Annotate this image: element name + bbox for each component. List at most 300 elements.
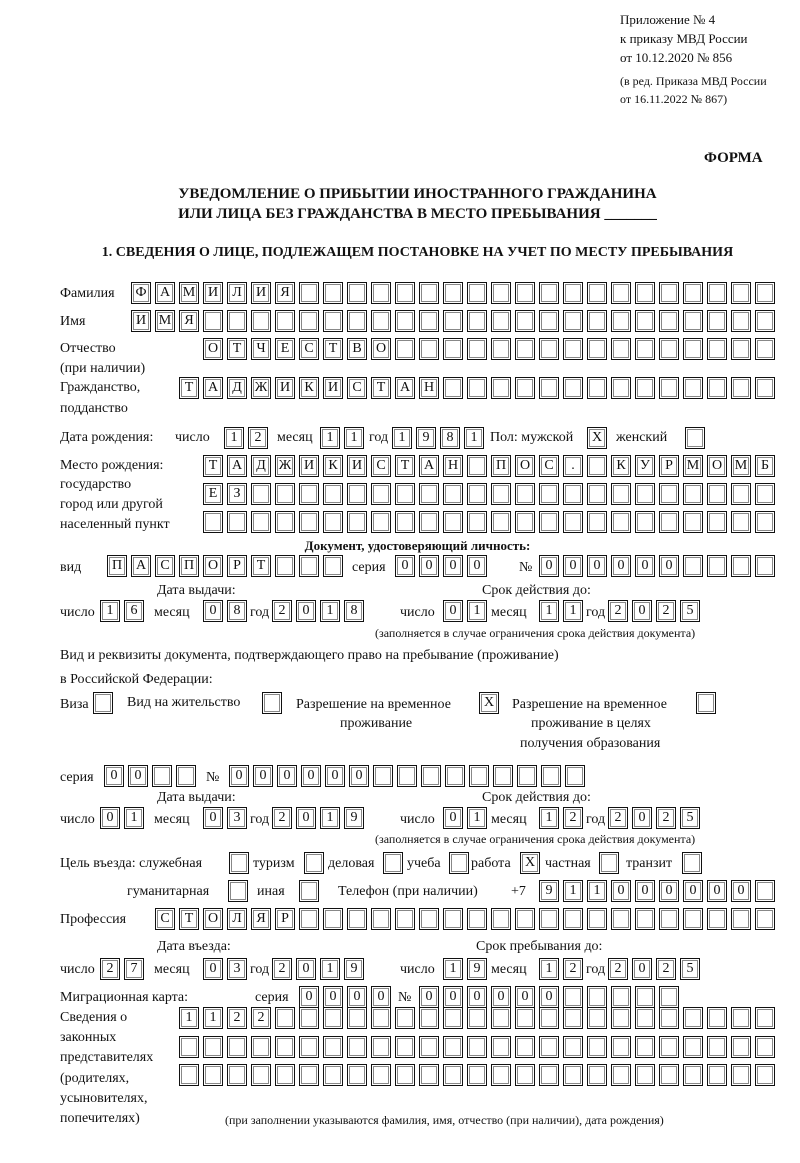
char-box[interactable] xyxy=(491,908,511,930)
char-box[interactable]: Н xyxy=(443,455,463,477)
char-box[interactable]: 0 xyxy=(611,555,631,577)
char-box[interactable]: 9 xyxy=(344,958,364,980)
char-box[interactable] xyxy=(635,908,655,930)
char-box[interactable] xyxy=(563,338,583,360)
char-box[interactable] xyxy=(635,483,655,505)
char-box[interactable] xyxy=(251,511,271,533)
char-box[interactable]: 0 xyxy=(323,986,343,1008)
char-box[interactable]: Р xyxy=(659,455,679,477)
char-box[interactable]: 0 xyxy=(443,600,463,622)
char-box[interactable] xyxy=(539,377,559,399)
char-box[interactable]: 0 xyxy=(683,880,703,902)
char-box[interactable]: 0 xyxy=(371,986,391,1008)
char-box[interactable]: А xyxy=(155,282,175,304)
char-box[interactable] xyxy=(707,511,727,533)
char-box[interactable] xyxy=(299,483,319,505)
char-box[interactable]: Я xyxy=(179,310,199,332)
char-box[interactable]: 9 xyxy=(344,807,364,829)
char-box[interactable] xyxy=(227,310,247,332)
char-box[interactable]: 1 xyxy=(443,958,463,980)
char-box[interactable]: 2 xyxy=(227,1007,247,1029)
char-box[interactable] xyxy=(395,1036,415,1058)
char-box[interactable]: 1 xyxy=(320,600,340,622)
char-box[interactable] xyxy=(707,377,727,399)
char-box[interactable] xyxy=(467,908,487,930)
char-box[interactable] xyxy=(611,310,631,332)
char-box[interactable] xyxy=(419,511,439,533)
char-box[interactable]: И xyxy=(347,455,367,477)
char-box[interactable] xyxy=(515,338,535,360)
char-box[interactable] xyxy=(227,1064,247,1086)
char-box[interactable] xyxy=(467,1007,487,1029)
char-box[interactable]: 1 xyxy=(320,427,340,449)
char-box[interactable]: 1 xyxy=(179,1007,199,1029)
char-box[interactable] xyxy=(731,377,751,399)
char-box[interactable] xyxy=(707,282,727,304)
char-box[interactable]: 0 xyxy=(632,958,652,980)
char-box[interactable]: 1 xyxy=(539,807,559,829)
char-box[interactable] xyxy=(563,1007,583,1029)
char-box[interactable]: Ж xyxy=(251,377,271,399)
char-box[interactable] xyxy=(347,483,367,505)
char-box[interactable]: 0 xyxy=(253,765,273,787)
char-box[interactable] xyxy=(731,1007,751,1029)
char-box[interactable] xyxy=(515,310,535,332)
char-box[interactable] xyxy=(299,282,319,304)
char-box[interactable]: 0 xyxy=(443,807,463,829)
char-box[interactable] xyxy=(731,555,751,577)
char-box[interactable] xyxy=(323,1036,343,1058)
char-box[interactable] xyxy=(373,765,393,787)
char-box[interactable]: Т xyxy=(323,338,343,360)
char-box[interactable] xyxy=(203,310,223,332)
char-box[interactable] xyxy=(299,1064,319,1086)
char-box[interactable]: Т xyxy=(203,455,223,477)
char-box[interactable] xyxy=(659,483,679,505)
char-box[interactable]: О xyxy=(203,338,223,360)
char-box[interactable] xyxy=(563,310,583,332)
char-box[interactable]: У xyxy=(635,455,655,477)
char-box[interactable] xyxy=(731,908,751,930)
char-box[interactable] xyxy=(755,880,775,902)
char-box[interactable] xyxy=(203,511,223,533)
char-box[interactable] xyxy=(659,282,679,304)
char-box[interactable]: 0 xyxy=(277,765,297,787)
char-box[interactable]: 2 xyxy=(251,1007,271,1029)
char-box[interactable] xyxy=(563,282,583,304)
char-box[interactable]: П xyxy=(491,455,511,477)
char-box[interactable]: 1 xyxy=(464,427,484,449)
char-box[interactable] xyxy=(395,282,415,304)
char-box[interactable] xyxy=(347,1036,367,1058)
char-box[interactable]: 5 xyxy=(680,807,700,829)
char-box[interactable]: Е xyxy=(275,338,295,360)
char-box[interactable] xyxy=(347,908,367,930)
char-box[interactable] xyxy=(275,483,295,505)
char-box[interactable]: 2 xyxy=(563,958,583,980)
char-box[interactable]: 0 xyxy=(515,986,535,1008)
char-box[interactable]: 0 xyxy=(731,880,751,902)
char-box[interactable] xyxy=(707,555,727,577)
char-box[interactable] xyxy=(443,282,463,304)
char-box[interactable]: Т xyxy=(251,555,271,577)
char-box[interactable] xyxy=(176,765,196,787)
char-box[interactable] xyxy=(467,483,487,505)
char-box[interactable] xyxy=(587,377,607,399)
char-box[interactable] xyxy=(611,483,631,505)
checkbox[interactable] xyxy=(229,852,249,874)
char-box[interactable] xyxy=(347,1007,367,1029)
char-box[interactable]: 2 xyxy=(608,807,628,829)
char-box[interactable] xyxy=(299,555,319,577)
char-box[interactable] xyxy=(659,338,679,360)
char-box[interactable]: И xyxy=(131,310,151,332)
char-box[interactable]: К xyxy=(323,455,343,477)
char-box[interactable] xyxy=(323,908,343,930)
char-box[interactable]: 8 xyxy=(227,600,247,622)
char-box[interactable] xyxy=(659,908,679,930)
char-box[interactable]: И xyxy=(203,282,223,304)
char-box[interactable]: Ж xyxy=(275,455,295,477)
char-box[interactable] xyxy=(203,1064,223,1086)
char-box[interactable] xyxy=(563,986,583,1008)
char-box[interactable]: Д xyxy=(227,377,247,399)
char-box[interactable] xyxy=(563,1064,583,1086)
checkbox[interactable] xyxy=(299,880,319,902)
char-box[interactable] xyxy=(611,377,631,399)
char-box[interactable] xyxy=(731,338,751,360)
checkbox[interactable] xyxy=(383,852,403,874)
char-box[interactable] xyxy=(683,282,703,304)
char-box[interactable] xyxy=(371,1036,391,1058)
char-box[interactable]: 1 xyxy=(467,807,487,829)
char-box[interactable] xyxy=(515,1036,535,1058)
char-box[interactable]: 0 xyxy=(296,807,316,829)
char-box[interactable] xyxy=(251,310,271,332)
char-box[interactable] xyxy=(683,511,703,533)
char-box[interactable]: 2 xyxy=(656,807,676,829)
char-box[interactable]: 0 xyxy=(296,600,316,622)
char-box[interactable]: . xyxy=(563,455,583,477)
char-box[interactable] xyxy=(469,765,489,787)
char-box[interactable] xyxy=(323,310,343,332)
char-box[interactable] xyxy=(251,1064,271,1086)
char-box[interactable] xyxy=(731,1036,751,1058)
char-box[interactable]: 2 xyxy=(656,958,676,980)
char-box[interactable]: О xyxy=(515,455,535,477)
char-box[interactable]: Т xyxy=(179,908,199,930)
char-box[interactable]: 2 xyxy=(100,958,120,980)
char-box[interactable] xyxy=(491,511,511,533)
char-box[interactable] xyxy=(491,1064,511,1086)
char-box[interactable]: 0 xyxy=(203,958,223,980)
char-box[interactable] xyxy=(683,1007,703,1029)
char-box[interactable] xyxy=(707,310,727,332)
char-box[interactable] xyxy=(755,377,775,399)
char-box[interactable] xyxy=(539,1036,559,1058)
char-box[interactable]: О xyxy=(707,455,727,477)
char-box[interactable] xyxy=(152,765,172,787)
char-box[interactable] xyxy=(683,908,703,930)
char-box[interactable] xyxy=(587,1036,607,1058)
char-box[interactable] xyxy=(395,1007,415,1029)
char-box[interactable]: 0 xyxy=(539,986,559,1008)
char-box[interactable]: С xyxy=(155,908,175,930)
char-box[interactable] xyxy=(659,310,679,332)
char-box[interactable]: 0 xyxy=(395,555,415,577)
char-box[interactable] xyxy=(611,1036,631,1058)
char-box[interactable] xyxy=(347,511,367,533)
char-box[interactable] xyxy=(251,1036,271,1058)
char-box[interactable]: 2 xyxy=(272,807,292,829)
checkbox[interactable]: Х xyxy=(479,692,499,714)
char-box[interactable]: 0 xyxy=(659,555,679,577)
char-box[interactable]: 1 xyxy=(563,600,583,622)
char-box[interactable]: Б xyxy=(755,455,775,477)
char-box[interactable]: 5 xyxy=(680,600,700,622)
char-box[interactable]: 1 xyxy=(320,958,340,980)
char-box[interactable]: 0 xyxy=(587,555,607,577)
char-box[interactable]: Р xyxy=(275,908,295,930)
char-box[interactable]: 2 xyxy=(248,427,268,449)
char-box[interactable]: А xyxy=(131,555,151,577)
char-box[interactable] xyxy=(707,1007,727,1029)
char-box[interactable] xyxy=(683,338,703,360)
char-box[interactable]: 5 xyxy=(680,958,700,980)
char-box[interactable] xyxy=(539,338,559,360)
char-box[interactable] xyxy=(395,1064,415,1086)
char-box[interactable] xyxy=(539,282,559,304)
char-box[interactable] xyxy=(683,1064,703,1086)
char-box[interactable] xyxy=(539,1064,559,1086)
char-box[interactable] xyxy=(563,483,583,505)
char-box[interactable]: Д xyxy=(251,455,271,477)
char-box[interactable]: А xyxy=(203,377,223,399)
char-box[interactable] xyxy=(539,310,559,332)
char-box[interactable] xyxy=(515,483,535,505)
char-box[interactable] xyxy=(491,310,511,332)
char-box[interactable] xyxy=(515,1007,535,1029)
char-box[interactable] xyxy=(635,377,655,399)
char-box[interactable] xyxy=(635,1064,655,1086)
char-box[interactable] xyxy=(299,908,319,930)
char-box[interactable] xyxy=(275,1064,295,1086)
char-box[interactable]: 0 xyxy=(443,986,463,1008)
char-box[interactable]: 2 xyxy=(608,600,628,622)
char-box[interactable] xyxy=(731,483,751,505)
char-box[interactable]: 0 xyxy=(632,807,652,829)
char-box[interactable] xyxy=(347,310,367,332)
char-box[interactable] xyxy=(467,1064,487,1086)
char-box[interactable]: К xyxy=(611,455,631,477)
char-box[interactable] xyxy=(371,282,391,304)
char-box[interactable] xyxy=(755,1064,775,1086)
char-box[interactable]: 0 xyxy=(611,880,631,902)
char-box[interactable] xyxy=(299,1036,319,1058)
char-box[interactable]: 0 xyxy=(299,986,319,1008)
char-box[interactable]: К xyxy=(299,377,319,399)
char-box[interactable] xyxy=(587,483,607,505)
char-box[interactable] xyxy=(611,511,631,533)
char-box[interactable] xyxy=(755,511,775,533)
char-box[interactable]: Ф xyxy=(131,282,151,304)
char-box[interactable] xyxy=(491,377,511,399)
char-box[interactable]: М xyxy=(155,310,175,332)
char-box[interactable] xyxy=(755,310,775,332)
char-box[interactable]: Т xyxy=(179,377,199,399)
char-box[interactable] xyxy=(515,377,535,399)
checkbox[interactable]: Х xyxy=(587,427,607,449)
char-box[interactable] xyxy=(587,282,607,304)
char-box[interactable] xyxy=(491,483,511,505)
char-box[interactable] xyxy=(635,986,655,1008)
char-box[interactable] xyxy=(587,455,607,477)
char-box[interactable] xyxy=(395,310,415,332)
char-box[interactable]: 1 xyxy=(344,427,364,449)
char-box[interactable] xyxy=(275,511,295,533)
char-box[interactable]: 0 xyxy=(707,880,727,902)
char-box[interactable]: О xyxy=(371,338,391,360)
char-box[interactable] xyxy=(755,555,775,577)
char-box[interactable]: М xyxy=(731,455,751,477)
char-box[interactable] xyxy=(443,377,463,399)
checkbox[interactable] xyxy=(696,692,716,714)
char-box[interactable] xyxy=(563,1036,583,1058)
char-box[interactable]: 0 xyxy=(347,986,367,1008)
char-box[interactable]: В xyxy=(347,338,367,360)
char-box[interactable] xyxy=(467,1036,487,1058)
char-box[interactable] xyxy=(419,282,439,304)
char-box[interactable] xyxy=(419,483,439,505)
char-box[interactable] xyxy=(421,765,441,787)
char-box[interactable] xyxy=(323,511,343,533)
char-box[interactable]: 3 xyxy=(227,807,247,829)
char-box[interactable]: Т xyxy=(371,377,391,399)
char-box[interactable]: 0 xyxy=(659,880,679,902)
char-box[interactable] xyxy=(611,282,631,304)
char-box[interactable] xyxy=(539,483,559,505)
char-box[interactable]: 1 xyxy=(587,880,607,902)
char-box[interactable]: 9 xyxy=(416,427,436,449)
char-box[interactable] xyxy=(731,282,751,304)
char-box[interactable] xyxy=(419,1064,439,1086)
char-box[interactable] xyxy=(659,1007,679,1029)
checkbox[interactable] xyxy=(228,880,248,902)
char-box[interactable] xyxy=(467,377,487,399)
char-box[interactable] xyxy=(323,1007,343,1029)
char-box[interactable]: 0 xyxy=(100,807,120,829)
char-box[interactable] xyxy=(299,511,319,533)
char-box[interactable] xyxy=(659,511,679,533)
char-box[interactable] xyxy=(635,310,655,332)
char-box[interactable]: О xyxy=(203,555,223,577)
char-box[interactable]: 9 xyxy=(539,880,559,902)
char-box[interactable] xyxy=(563,908,583,930)
char-box[interactable] xyxy=(587,908,607,930)
char-box[interactable]: Т xyxy=(395,455,415,477)
char-box[interactable] xyxy=(755,908,775,930)
char-box[interactable]: Р xyxy=(227,555,247,577)
char-box[interactable]: И xyxy=(299,455,319,477)
char-box[interactable]: С xyxy=(155,555,175,577)
char-box[interactable] xyxy=(371,1064,391,1086)
char-box[interactable]: И xyxy=(275,377,295,399)
char-box[interactable]: 2 xyxy=(563,807,583,829)
char-box[interactable] xyxy=(635,282,655,304)
char-box[interactable] xyxy=(611,1007,631,1029)
char-box[interactable] xyxy=(419,1007,439,1029)
char-box[interactable] xyxy=(371,310,391,332)
char-box[interactable]: С xyxy=(539,455,559,477)
char-box[interactable] xyxy=(443,511,463,533)
char-box[interactable]: 2 xyxy=(608,958,628,980)
char-box[interactable]: 1 xyxy=(539,958,559,980)
char-box[interactable]: 7 xyxy=(124,958,144,980)
char-box[interactable]: 1 xyxy=(563,880,583,902)
char-box[interactable]: 0 xyxy=(229,765,249,787)
char-box[interactable] xyxy=(347,282,367,304)
char-box[interactable]: Е xyxy=(203,483,223,505)
char-box[interactable] xyxy=(517,765,537,787)
char-box[interactable]: А xyxy=(227,455,247,477)
char-box[interactable] xyxy=(515,908,535,930)
char-box[interactable]: С xyxy=(347,377,367,399)
checkbox[interactable] xyxy=(449,852,469,874)
char-box[interactable]: 0 xyxy=(539,555,559,577)
char-box[interactable] xyxy=(587,1007,607,1029)
char-box[interactable]: Т xyxy=(227,338,247,360)
char-box[interactable] xyxy=(587,986,607,1008)
char-box[interactable]: 1 xyxy=(392,427,412,449)
char-box[interactable]: 2 xyxy=(272,958,292,980)
char-box[interactable] xyxy=(707,908,727,930)
char-box[interactable] xyxy=(707,1036,727,1058)
char-box[interactable] xyxy=(419,338,439,360)
char-box[interactable] xyxy=(371,908,391,930)
checkbox[interactable] xyxy=(93,692,113,714)
char-box[interactable] xyxy=(467,310,487,332)
char-box[interactable]: 1 xyxy=(320,807,340,829)
char-box[interactable] xyxy=(659,377,679,399)
char-box[interactable] xyxy=(347,1064,367,1086)
char-box[interactable] xyxy=(397,765,417,787)
char-box[interactable] xyxy=(539,908,559,930)
char-box[interactable] xyxy=(419,1036,439,1058)
checkbox[interactable] xyxy=(304,852,324,874)
char-box[interactable]: И xyxy=(323,377,343,399)
char-box[interactable] xyxy=(467,511,487,533)
char-box[interactable] xyxy=(683,555,703,577)
char-box[interactable] xyxy=(443,483,463,505)
char-box[interactable]: 1 xyxy=(539,600,559,622)
char-box[interactable] xyxy=(419,908,439,930)
char-box[interactable] xyxy=(731,310,751,332)
char-box[interactable] xyxy=(467,455,487,477)
char-box[interactable] xyxy=(227,511,247,533)
char-box[interactable]: Н xyxy=(419,377,439,399)
char-box[interactable]: О xyxy=(203,908,223,930)
char-box[interactable]: 0 xyxy=(325,765,345,787)
char-box[interactable]: П xyxy=(179,555,199,577)
char-box[interactable] xyxy=(179,1064,199,1086)
char-box[interactable] xyxy=(445,765,465,787)
char-box[interactable] xyxy=(251,483,271,505)
char-box[interactable]: 0 xyxy=(467,555,487,577)
char-box[interactable] xyxy=(227,1036,247,1058)
char-box[interactable] xyxy=(635,511,655,533)
char-box[interactable] xyxy=(587,310,607,332)
char-box[interactable]: 0 xyxy=(467,986,487,1008)
